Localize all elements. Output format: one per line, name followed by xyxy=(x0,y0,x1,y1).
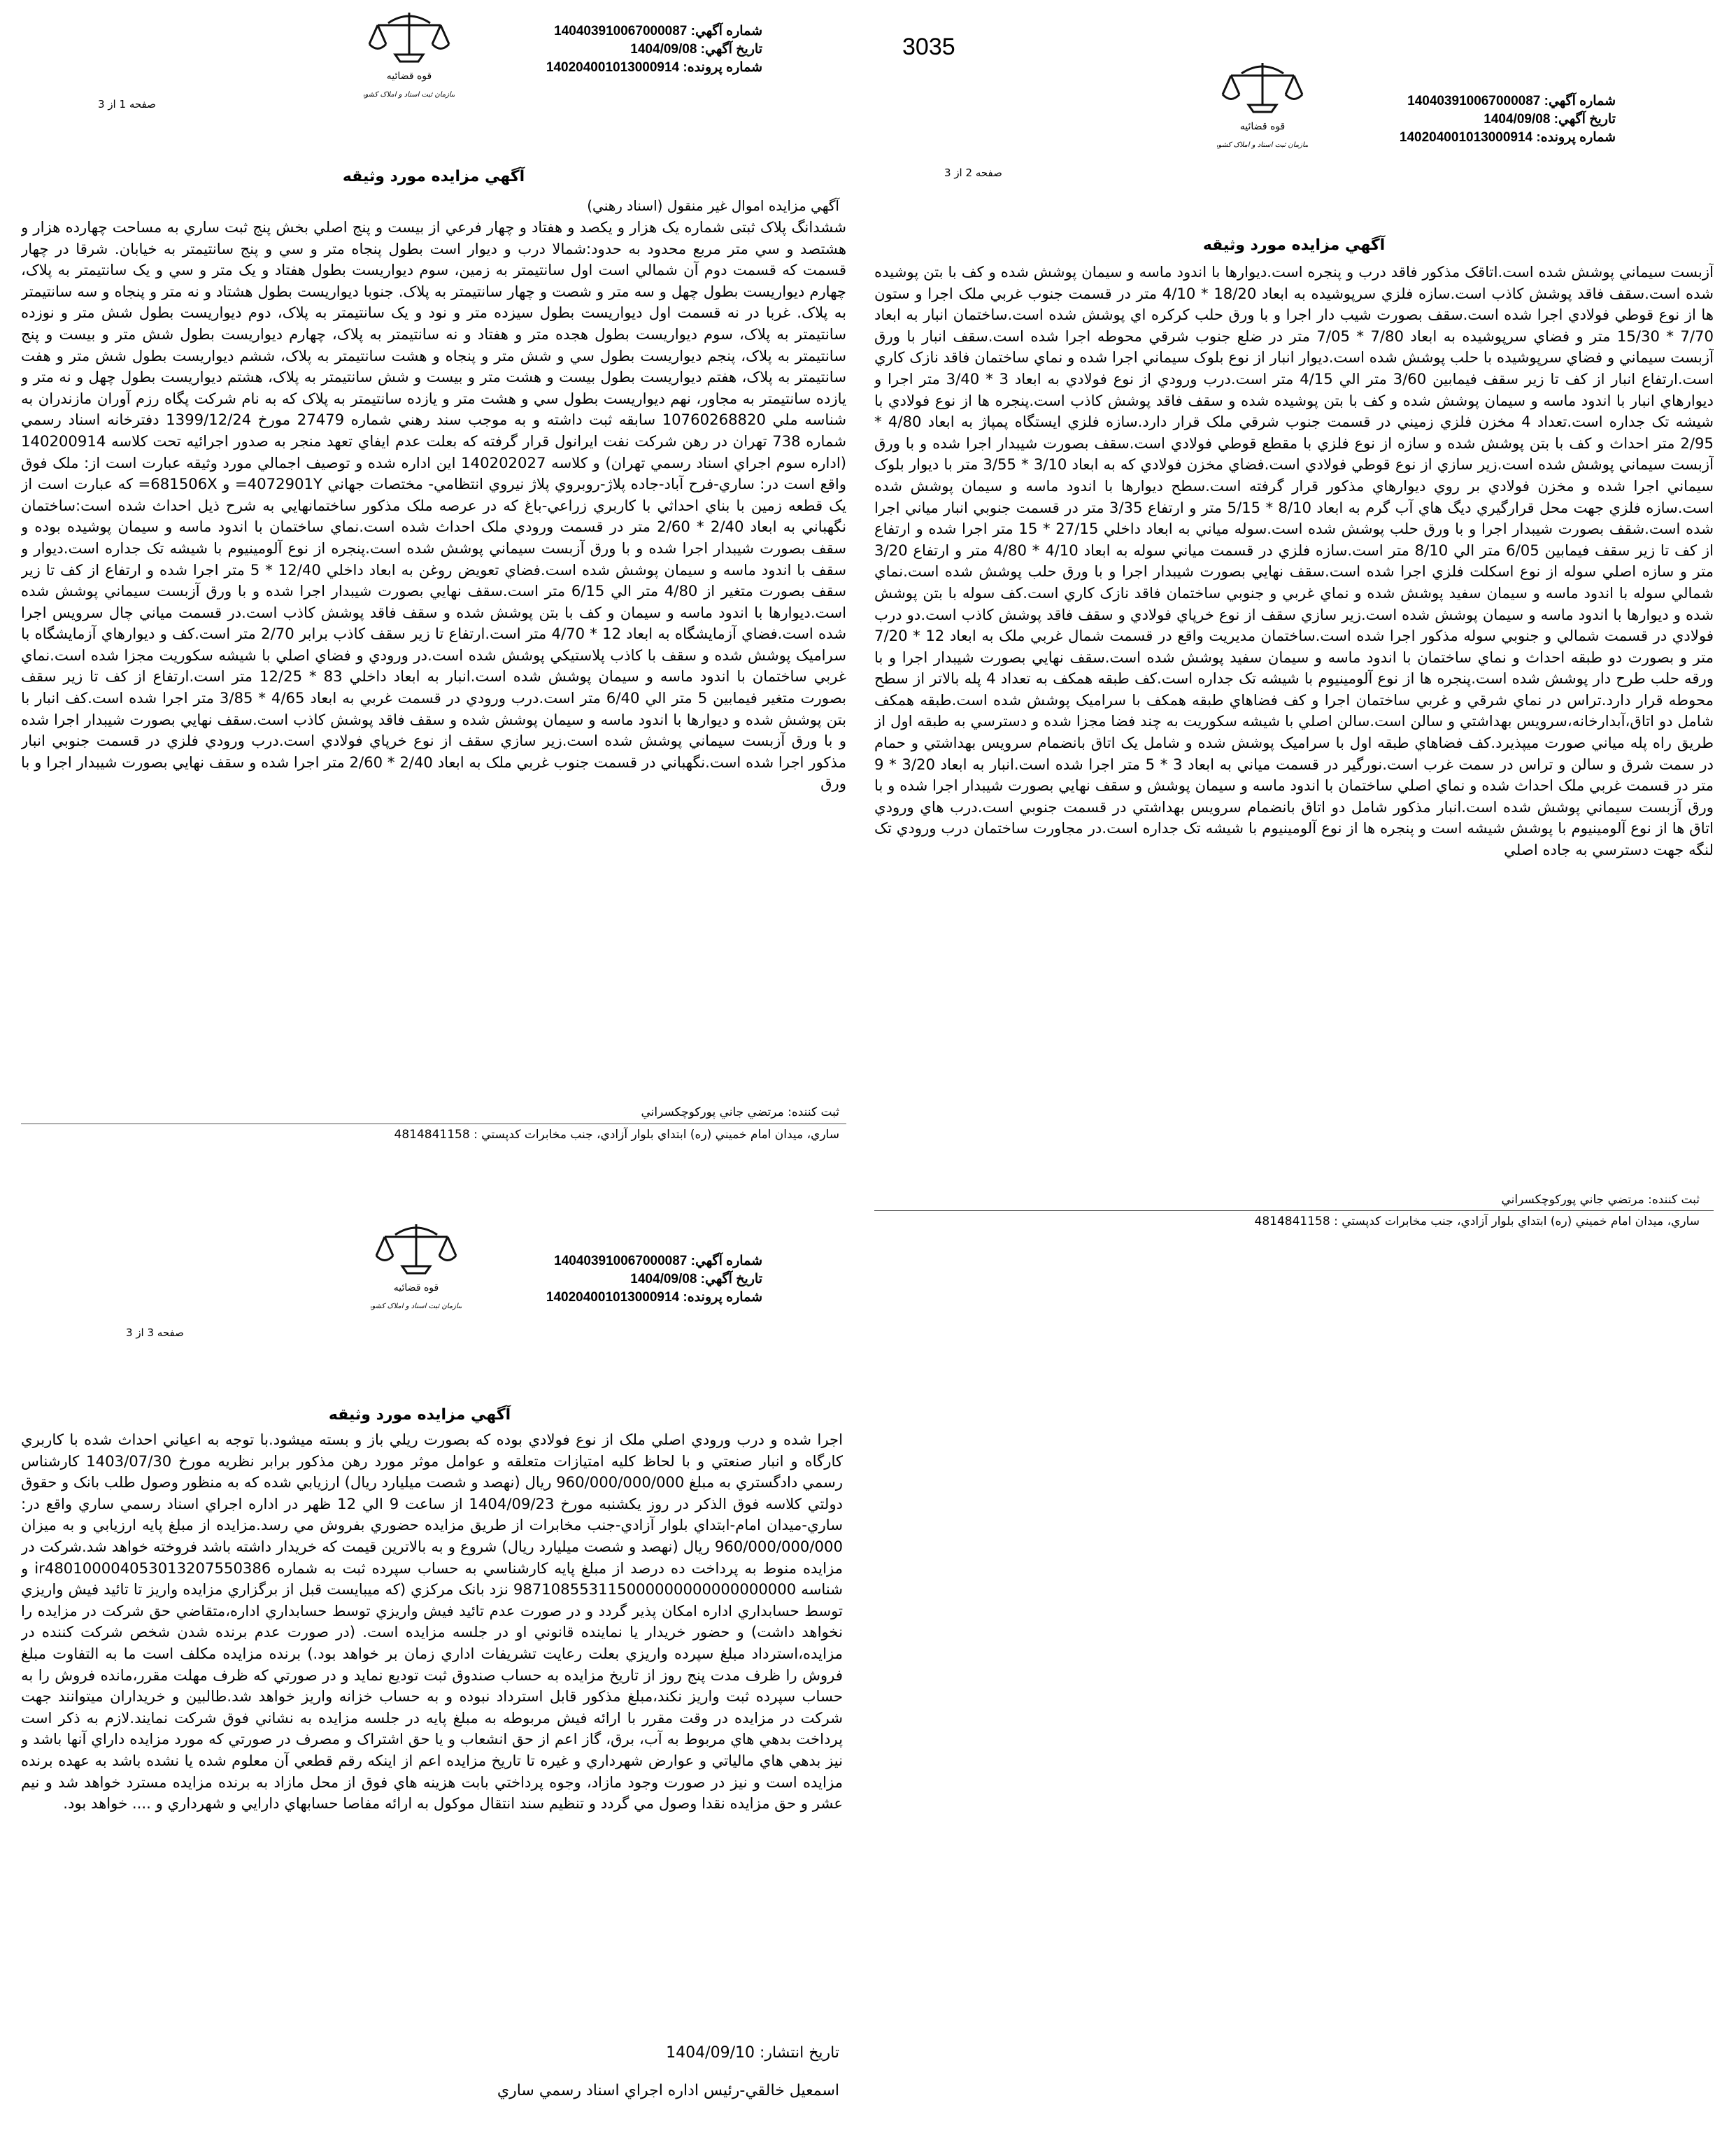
registrar xyxy=(1280,1193,1700,1207)
ad-number: شماره آگهي: 140403910067000087 xyxy=(554,24,762,38)
ad-metadata xyxy=(546,1252,762,1307)
scales-emblem-icon xyxy=(371,1217,462,1322)
svg-text:سازمان ثبت اسناد و املاک کشور: سازمان ثبت اسناد و املاک کشور xyxy=(364,91,455,99)
file-number: شماره پرونده: 140204001013000914 xyxy=(1399,130,1616,145)
publish-date xyxy=(350,2044,839,2062)
registrar-name: مرتضي جاني پوركوچكسراني xyxy=(641,1105,784,1119)
judiciary-emblem xyxy=(1217,56,1308,161)
registrar-label: ثبت كننده: xyxy=(788,1105,839,1119)
page-of: صفحه 1 از 3 xyxy=(98,98,156,111)
registrar-name: مرتضي جاني پوركوچكسراني xyxy=(1501,1193,1644,1207)
scales-emblem-icon xyxy=(364,6,455,111)
notice-body: ششدانگ پلاک ثبتی شماره یک هزار و یکصد و هفتاد و چهار فرعي از بيست و پنج اصلي بخش پنج ثبت ساري به مساحت چهارده هزار و هشتصد و سي متر مربع محدود به حدود:شمالا درب و ديوار است بطول پنجاه متر و سي و پنج سانتيمتر به خيابان. شرقا در چهار قسمت كه قسمت دوم آن شمالي است اول سانتيمتر به زمين، سوم ديواريست بطول هفتاد و يک متر و سي و يک سانتيمتر به پلاک، چهارم ديواريست بطول چهل و سه متر و شصت و چهار سانتيمتر به پلاک. جنوبا ديواريست بطول هشتاد و نه متر و پنجاه و سه سانتيمتر به پلاک. غربا در نه قسمت اول ديواريست بطول سيزده متر و نود و يک سانتيمتر به پلاک، دوم ديواريست بطول شش متر و نوزده سانتيمتر به پلاک، سوم ديواريست بطول هجده متر و هفتاد و نه سانتيمتر به پلاک، چهارم ديواريست بطول شش متر و بيست و پنج سانتيمتر به پلاک، پنجم ديواريست بطول سي و شش متر و پنجاه و هشت سانتيمتر به پلاک، ششم ديواريست بطول شش متر و هفت سانتيمتر به پلاک، هفتم ديواريست بطول بيست و هشت متر و بيست و شش سانتيمتر به پلاک، هشتم ديواريست بطول چهل و نه متر و يازده سانتيمتر به مجاور، نهم ديواريست بطول سي و هشت متر و يازده سانتيمتر به پلاک كه به نام شركت پگاه رزم آوران مازندران به شناسه ملي 10760268820 سابقه ثبت داشته و به موجب سند رهني شماره 27479 مورخ 1399/12/24 دفترخانه اسناد رسمي شماره 738 تهران در رهن شركت نفت ايرانول قرار گرفته كه بعلت عدم ايفاي تعهد منجر به صدور اجرائيه تحت كلاسه 140200914 (اداره سوم اجراي اسناد رسمي تهران) و كلاسه 140202027 اين اداره شده و توصيف اجمالي مورد وثيقه عبارت است از: ملک فوق واقع است در: ساري-فرح آباد-جاده پلاژ-روبروي پلاژ نيروي انتظامي- مختصات جهاني 4072901Y= و 681506X= كه عبارت است از يک قطعه زمين با بناي احداثي با كاربري زراعي-باغ كه در عرصه ملک مذكور ساختمانهايي به شرح ذيل احداث شده است:ساختمان نگهباني به ابعاد 2/40 * 2/60 متر در قسمت ورودي ملک احداث شده است.نماي ساختمان با اندود ماسه و سيمان پوشيده بوده و سقف بصورت شيبدار اجرا شده و با ورق آزبست سيماني پوشش شده است.پنجره از نوع آلومينيوم با شيشه تک جداره است.ديوار و سقف با اندود ماسه و سيمان پوشش شده است.فضاي تعويض روغن به ابعاد داخلي 12/40 * 5 متر اجرا شده و ارتفاع از كف تا زير سقف بصورت متغير از 4/80 متر الي 6/15 متر است.سقف نهايي بصورت شيبدار اجرا شده و با ورق آزبست سيماني پوشش شده است.ديوارها با اندود ماسه و سيمان و كف با بتن پوشش شده و سقف فاقد پوشش كاذب است.در قسمت مياني چال سرويس اجرا شده است.فضاي آزمايشگاه به ابعاد 12 * 4/70 متر است.ارتفاع تا زير سقف كاذب برابر 2/70 متر است.كف و ديوارهاي آزمايشگاه با سراميک پوشش شده و سقف با كاذب پلاستيكي پوشش شده است.در ورودي و فضاي اصلي با شيشه سكوريت مجزا شده است.نماي غربي ساختمان با اندود ماسه و سيمان پوشش شده است.انبار به ابعاد داخلي 83 * 12/25 متر است.ارتفاع از كف تا زير سقف بصورت متغير فيمابين 5 متر الي 6/40 متر است.درب ورودي در قسمت غربي به ابعاد 4/65 * 3/85 متر اجرا شده است.كف انبار با بتن پوشش شده و ديوارها با اندود ماسه و سيمان پوشش شده و سقف فاقد پوشش كاذب است.سقف نهايي بصورت شيبدار اجرا شده و با ورق آزبست سيماني پوشش شده است.زير سازي سقف از نوع خرپاي فولادي است.درب ورودي فلزي در قسمت جنوبي انبار مذكور اجرا شده است.نگهباني در قسمت جنوب غربي ملک به ابعاد 2/40 * 2/60 متر اجرا شده و سقف نهايي بصورت شيبدار اجرا و با ورق xyxy=(21,218,846,793)
office-address: ساري، ميدان امام خميني (ره) ابتداي بلوار آزادي، جنب مخابرات كدپستي : 4814841158 xyxy=(394,1128,839,1142)
notice-title: آگهي مزايده مورد وثيقه xyxy=(328,1406,511,1424)
page-of: صفحه 3 از 3 xyxy=(126,1326,184,1339)
notice-page-2 xyxy=(860,56,1736,1228)
file-number: شماره پرونده: 140204001013000914 xyxy=(546,1290,762,1305)
ad-metadata xyxy=(546,22,762,77)
publish-date-label: تاريخ انتشار: xyxy=(759,2044,839,2062)
scales-emblem-icon xyxy=(1217,56,1308,161)
svg-text:سازمان ثبت اسناد و املاک کشور: سازمان ثبت اسناد و املاک کشور xyxy=(1217,141,1308,149)
page-of: صفحه 2 از 3 xyxy=(944,166,1002,179)
svg-text:قوه قضائیه: قوه قضائیه xyxy=(393,1282,439,1294)
registrar xyxy=(420,1105,839,1119)
ad-metadata xyxy=(1399,92,1616,147)
signatory: اسمعيل خالقي-رئيس اداره اجراي اسناد رسمي ساري xyxy=(497,2082,839,2099)
svg-text:قوه قضائیه: قوه قضائیه xyxy=(1239,121,1286,132)
notice-body: آزبست سيماني پوشش شده است.اتاقک مذكور فاقد درب و پنجره است.ديوارها با اندود ماسه و سيمان پوشش شده و كف با بتن پوشيده شده است.سقف فاقد پوشش كاذب است.سازه فلزي سرپوشيده به ابعاد 18/20 * 4/10 متر در قسمت جنوب غربي ملک اجرا و ستون ها از نوع قوطي فولادي اجرا شده است.سقف بصورت شيب دار اجرا و با ورق حلب كركره اي پوشش شده است.ساختمان انبار به ابعاد 7/70 * 15/30 متر و فضاي سرپوشيده به ابعاد 7/80 * 7/05 متر در ضلع جنوب شرقي محوطه اجرا شده است.سقف انبار با ورق آزبست سيماني و فضاي سرپوشيده با حلب پوشش شده است.ديوار انبار از نوع بلوک سيماني اجرا شده و نماي ساختمان فاقد نازک كاري است.ارتفاع انبار از كف تا زير سقف فيمابين 3/60 متر الي 4/15 متر است.درب ورودي از نوع فولادي به ابعاد 3 * 3/40 متر اجرا و ديوارهاي انبار با اندود ماسه و سيمان پوشش شده و كف با بتن پوشيده شده و سقف فاقد پوشش كاذب است.پنجره ها از نوع فولادي با شيشه تک جداره است.تعداد 4 مخزن فلزي زميني در قسمت جنوب شرقي ملک قرار دارد.سازه فلزي ايستگاه پمپاژ به ابعاد 4/80 * 2/95 متر احداث و كف با بتن پوشش شده و سازه از نوع فلزي با مقطع قوطي فولادي است.سقف بصورت شيبدار اجرا شده و با ورق آزبست سيماني پوشش شده است.زير سازي از نوع قوطي فولادي است.فضاي مخزن فولادي كه به ابعاد 3/10 * 3/55 متر با ديوار بلوک سيماني اجرا شده و مخزن فولادي بر روي ديوارهاي مذكور قرار گرفته است.سطح ديوارها با اندود ماسه و سيمان پوشش شده است.سازه فلزي جهت محل قرارگيري ديگ هاي آب گرم به ابعاد 8/10 * 5/15 متر و ارتفاع 3/35 متر در قسمت جنوبي انبار مياني اجرا شده است.شقف بصورت شيبدار اجرا و با ورق حلب پوشش شده است.سوله مياني به ابعاد داخلي 27/15 * 15 متر اجرا شده و ارتفاع از كف تا زير سقف فيمابين 6/05 متر الي 8/10 متر است.سازه فلزي در قسمت مياني سوله به ابعاد 4/10 * 4/80 متر و ارتفاع 3/20 متر و سازه اصلي سوله از نوع اسكلت فلزي اجرا شده است.سقف نهايي بصورت شيبدار اجرا و با ورق حلب پوشش شده است.نماي شمالي سوله با اندود ماسه و سيمان سفيد پوشش شده و نماي غربي و جنوبي ساختمان فاقد نازک كاري است.كف سوله با بتن پوشش شده و ديوارها با اندود ماسه و سيمان پوشش شده است.زير سازي سقف از نوع خرپاي فولادي و سقف فاقد پوشش كاذب است.دو درب فولادي در قسمت شمالي و جنوبي سوله مذكور اجرا شده است.ساختمان مديريت واقع در قسمت شمال غربي ملک به ابعاد 12 * 7/20 متر و بصورت دو طبقه احداث و نماي ساختمان با اندود ماسه و سيمان سفيد پوشش شده است.سقف نهايي بصورت شيبدار اجرا و با ورقه حلب طرح دار پوشش شده است.پنجره ها از نوع آلومينيوم با شيشه تک جداره است.كف طبقه همكف به تعداد 4 پله بالاتر از سطح محوطه قرار دارد.تراس در نماي شرقي و غربي ساختمان اجرا و كف فضاهاي طبقه همكف با سراميک پوشش شده است.طبقه همكف شامل دو اتاق،آبدارخانه،سرويس بهداشتي و سالن است.سالن اصلي با شيشه سكوريت به چند فضا مجزا شده و دسترسي به طبقه اول از طريق راه پله مياني صورت ميپذيرد.كف فضاهاي طبقه اول با سراميک پوشش شده و شامل يک اتاق بانضمام سرويس بهداشتي و حمام در سمت شرق و سالن و تراس در سمت غرب است.نورگير در قسمت مياني به ابعاد 3 * 5 متر اجرا شده است.انبار به ابعاد 3/20 * 9 متر در قسمت غربي ملک احداث شده و نماي اصلي ساختمان با اندود ماسه و سيمان پوشش و سقف نهايي بصورت شيبدار اجرا شده و با ورق آزبست سيماني پوشش شده است.انبار مذكور شامل دو اتاق بانضمام سرويس بهداشتي در قسمت جنوبي است.درب هاي ورودي اتاق ها از نوع آلومينيوم با پوشش شيشه است و پنجره ها از نوع آلومينيوم با شيشه تک جداره است.در مجاورت ساختمان درب ورودي تک لنگه جهت دسترسي به جاده اصلي xyxy=(874,263,1714,859)
notice-subtitle: آگهي مزايده اموال غير منقول (اسناد رهني) xyxy=(587,197,839,214)
ad-date: تاريخ آگهي: 1404/09/08 xyxy=(630,42,762,57)
judiciary-emblem xyxy=(364,6,455,111)
notice-page-1 xyxy=(0,0,860,1161)
judiciary-emblem xyxy=(371,1217,462,1322)
svg-text:سازمان ثبت اسناد و املاک کشور: سازمان ثبت اسناد و املاک کشور xyxy=(371,1303,462,1310)
notice-page-3 xyxy=(0,1217,860,2127)
page-number: 3035 xyxy=(902,34,955,60)
publish-date-value: 1404/09/10 xyxy=(666,2044,755,2062)
notice-body: اجرا شده و درب ورودي اصلي ملک از نوع فولادي بوده كه بصورت ريلي باز و بسته ميشود.با توجه به اعياني احداث شده با كاربري كارگاه و انبار صنعتي و با لحاظ كليه امتيازات متعلقه و عوامل موثر مورد رهن مذكور برابر نظريه مورخ 1403/07/30 كارشناس رسمي دادگستري به مبلغ 960/000/000/000 ريال (نهصد و شصت ميليارد ريال) ارزيابي شده كه به منظور وصول طلب بانک و حقوق دولتي كلاسه فوق الذكر در روز يكشنبه مورخ 1404/09/23 از ساعت 9 الي 12 ظهر در اداره اجراي اسناد رسمي ساري واقع در: ساري-ميدان امام-ابتداي بلوار آزادي-جنب مخابرات از طريق مزايده حضوري بفروش مي رسد.مزايده از مبلغ پايه ارزيابي و به ميزان 960/000/000/000 ريال (نهصد و شصت ميليارد ريال) شروع و به بالاترين قيمت كه خريدار داشته باشد فروخته خواهد شد.شركت در مزايده منوط به پرداخت ده درصد از مبلغ پايه كارشناسي به حساب سپرده ثبت به شماره ir480100004053013207550386 و شناسه 987108553115000000000000000000 نزد بانک مركزي (كه ميبايست قبل از برگزاري مزايده واريز تا تائيد فيش واريزي توسط حسابداري اداره امكان پذير گردد و در صورت عدم تائيد فيش واريزي توسط حسابداري اداره،متقاضي حق شركت در مزايده را نخواهد داشت) و حضور خريدار يا نماينده قانوني او در جلسه مزايده است. (در صورت عدم برنده شدن شخص شركت كننده در مزايده،استرداد مبلغ سپرده واريزي بعلت رعايت تشريفات اداري زمان بر خواهد بود.) برنده مزايده مكلف است ما به التفاوت مبلغ فروش را ظرف مدت پنج روز از تاريخ مزايده به حساب صندوق ثبت توديع نمايد و در صورتي كه ظرف مهلت مقرر،مانده فروش را به حساب سپرده ثبت واريز نكند،مبلغ مذكور قابل استرداد نبوده و به حساب خزانه واريز خواهد شد.طالبين و خريداران ميتوانند جهت شركت در مزايده در وقت مقرر با ارائه فيش مربوطه به مبلغ پايه در جلسه مزايده به نشاني فوق شركت نمايند.لازم به ذكر است پرداخت بدهي هاي مربوط به آب، برق، گاز اعم از حق انشعاب و يا حق اشتراک و مصرف در صورتي كه مورد مزايده داراي آنها باشد و نيز بدهي هاي مالياتي و عوارض شهرداري و غيره تا تاريخ مزايده اعم از اينكه رقم قطعي آن معلوم شده يا نشده باشد به عهده برنده مزايده است و نيز در صورت وجود مازاد، وجوه پرداختي بابت هزينه هاي فوق از محل مازاد به برنده مزايده مسترد خواهد شد و نيم عشر و حق مزايده نقدا وصول مي گردد و تنظيم سند انتقال موكول به ارائه مفاصا حسابهاي دارايي و شهرداري و .... خواهد بود. xyxy=(21,1431,843,1813)
notice-title: آگهي مزايده مورد وثيقه xyxy=(1202,236,1386,254)
ad-number: شماره آگهي: 140403910067000087 xyxy=(554,1254,762,1268)
file-number: شماره پرونده: 140204001013000914 xyxy=(546,60,762,75)
divider xyxy=(874,1210,1714,1211)
office-address: ساري، ميدان امام خميني (ره) ابتداي بلوار آزادي، جنب مخابرات كدپستي : 4814841158 xyxy=(1254,1214,1700,1228)
registrar-label: ثبت كننده: xyxy=(1648,1193,1700,1207)
svg-text:قوه قضائیه: قوه قضائیه xyxy=(386,71,432,82)
notice-title: آگهي مزايده مورد وثيقه xyxy=(342,168,525,185)
ad-date: تاريخ آگهي: 1404/09/08 xyxy=(1484,112,1616,127)
ad-number: شماره آگهي: 140403910067000087 xyxy=(1407,94,1616,108)
ad-date: تاريخ آگهي: 1404/09/08 xyxy=(630,1272,762,1287)
